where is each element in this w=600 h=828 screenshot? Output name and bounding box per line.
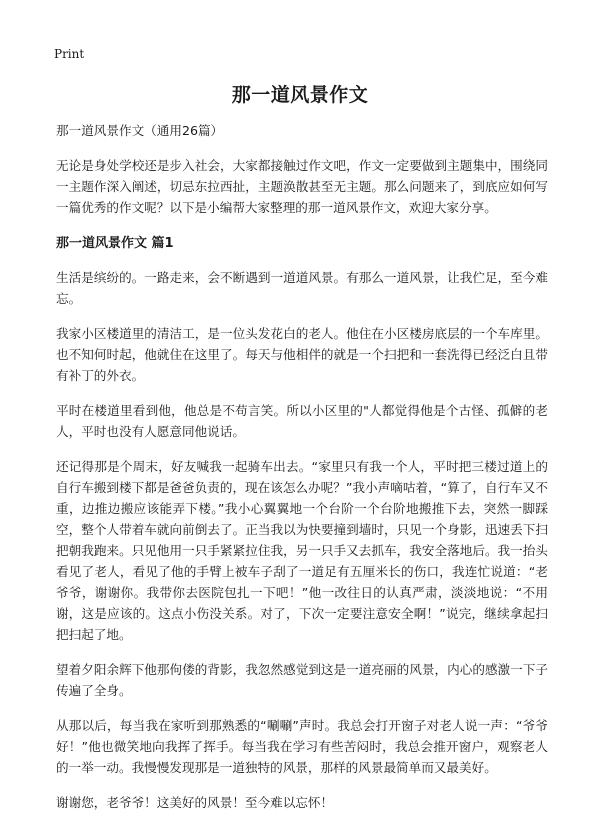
body-paragraph: 平时在楼道里看到他，他总是不苟言笑。所以小区里的"人都觉得他是个古怪、孤僻的老人，平时也没有人愿意同他说话。 [56,403,548,439]
body-paragraph: 谢谢您，老爷爷！这美好的风景！至今难以忘怀！ [56,795,334,810]
body-paragraph: 望着夕阳余辉下他那佝偻的背影，我忽然感觉到这是一道亮丽的风景，内心的感激一下子传遍了全身。 [56,662,548,698]
section-heading: 那一道风景作文 篇1 [56,236,174,251]
body-paragraph: 我家小区楼道里的清洁工，是一位头发花白的老人。他住在小区楼房底层的一个车库里。也不知何时起，他就住在这里了。每天与他相伴的就是一个扫把和一套洗得已经泛白且带有补丁的外衣。 [56,326,548,383]
body-paragraph: 还记得那是个周末，好友喊我一起骑车出去。“家里只有我一个人，平时把三楼过道上的自行车搬到楼下都是爸爸负责的，现在该怎么办呢？”我小声嘀咕着，“算了，自行车又不重，边推边搬应该能弄下楼。”我小心翼翼地一个台阶一个台阶地搬推下去，突然一脚踩空，整个人带着车就向前倒去了。正当我以为快要撞到墙时，只见一个身影，迅速丢下扫把朝我跑来。只见他用一只手紧紧拉住我，另一只手又去抓车，我安全落地后。我一抬头看见了老人，看见了他的手臂上被车子刮了一道足有五厘米长的伤口，我连忙说道：“老爷爷，谢谢你。我带你去医院包扎一下吧！”他一改往日的认真严肃，淡淡地说：“不用谢，这是应该的。这点小伤没关系。对了，下次一定要注意安全啊！”说完，继续拿起扫把扫起了地。 [56,459,548,642]
body-paragraph: 从那以后，每当我在家听到那熟悉的“唰唰”声时。我总会打开窗子对老人说一声：“爷爷好！”他也微笑地向我挥了挥手。每当我在学习有些苦闷时，我总会推开窗户，观察老人的一举一动。我慢慢发现那是一道独特的风景，那样的风景最简单而又最美好。 [56,718,548,775]
print-link[interactable]: Print [54,47,85,61]
intro-paragraph: 无论是身处学校还是步入社会，大家都接触过作文吧，作文一定要做到主题集中，围绕同一主题作深入阐述，切忌东拉西扯，主题涣散甚至无主题。那么问题来了，到底应如何写一篇优秀的作文呢？以下是小编帮大家整理的那一道风景作文，欢迎大家分享。 [56,158,548,215]
page-title: 那一道风景作文 [231,84,369,106]
article-body [56,120,548,827]
body-paragraph: 生活是缤纷的。一路走来，会不断遇到一道道风景。有那么一道风景，让我伫足，至今难忘。 [56,270,548,306]
article-subtitle: 那一道风景作文（通用26篇） [56,123,224,138]
